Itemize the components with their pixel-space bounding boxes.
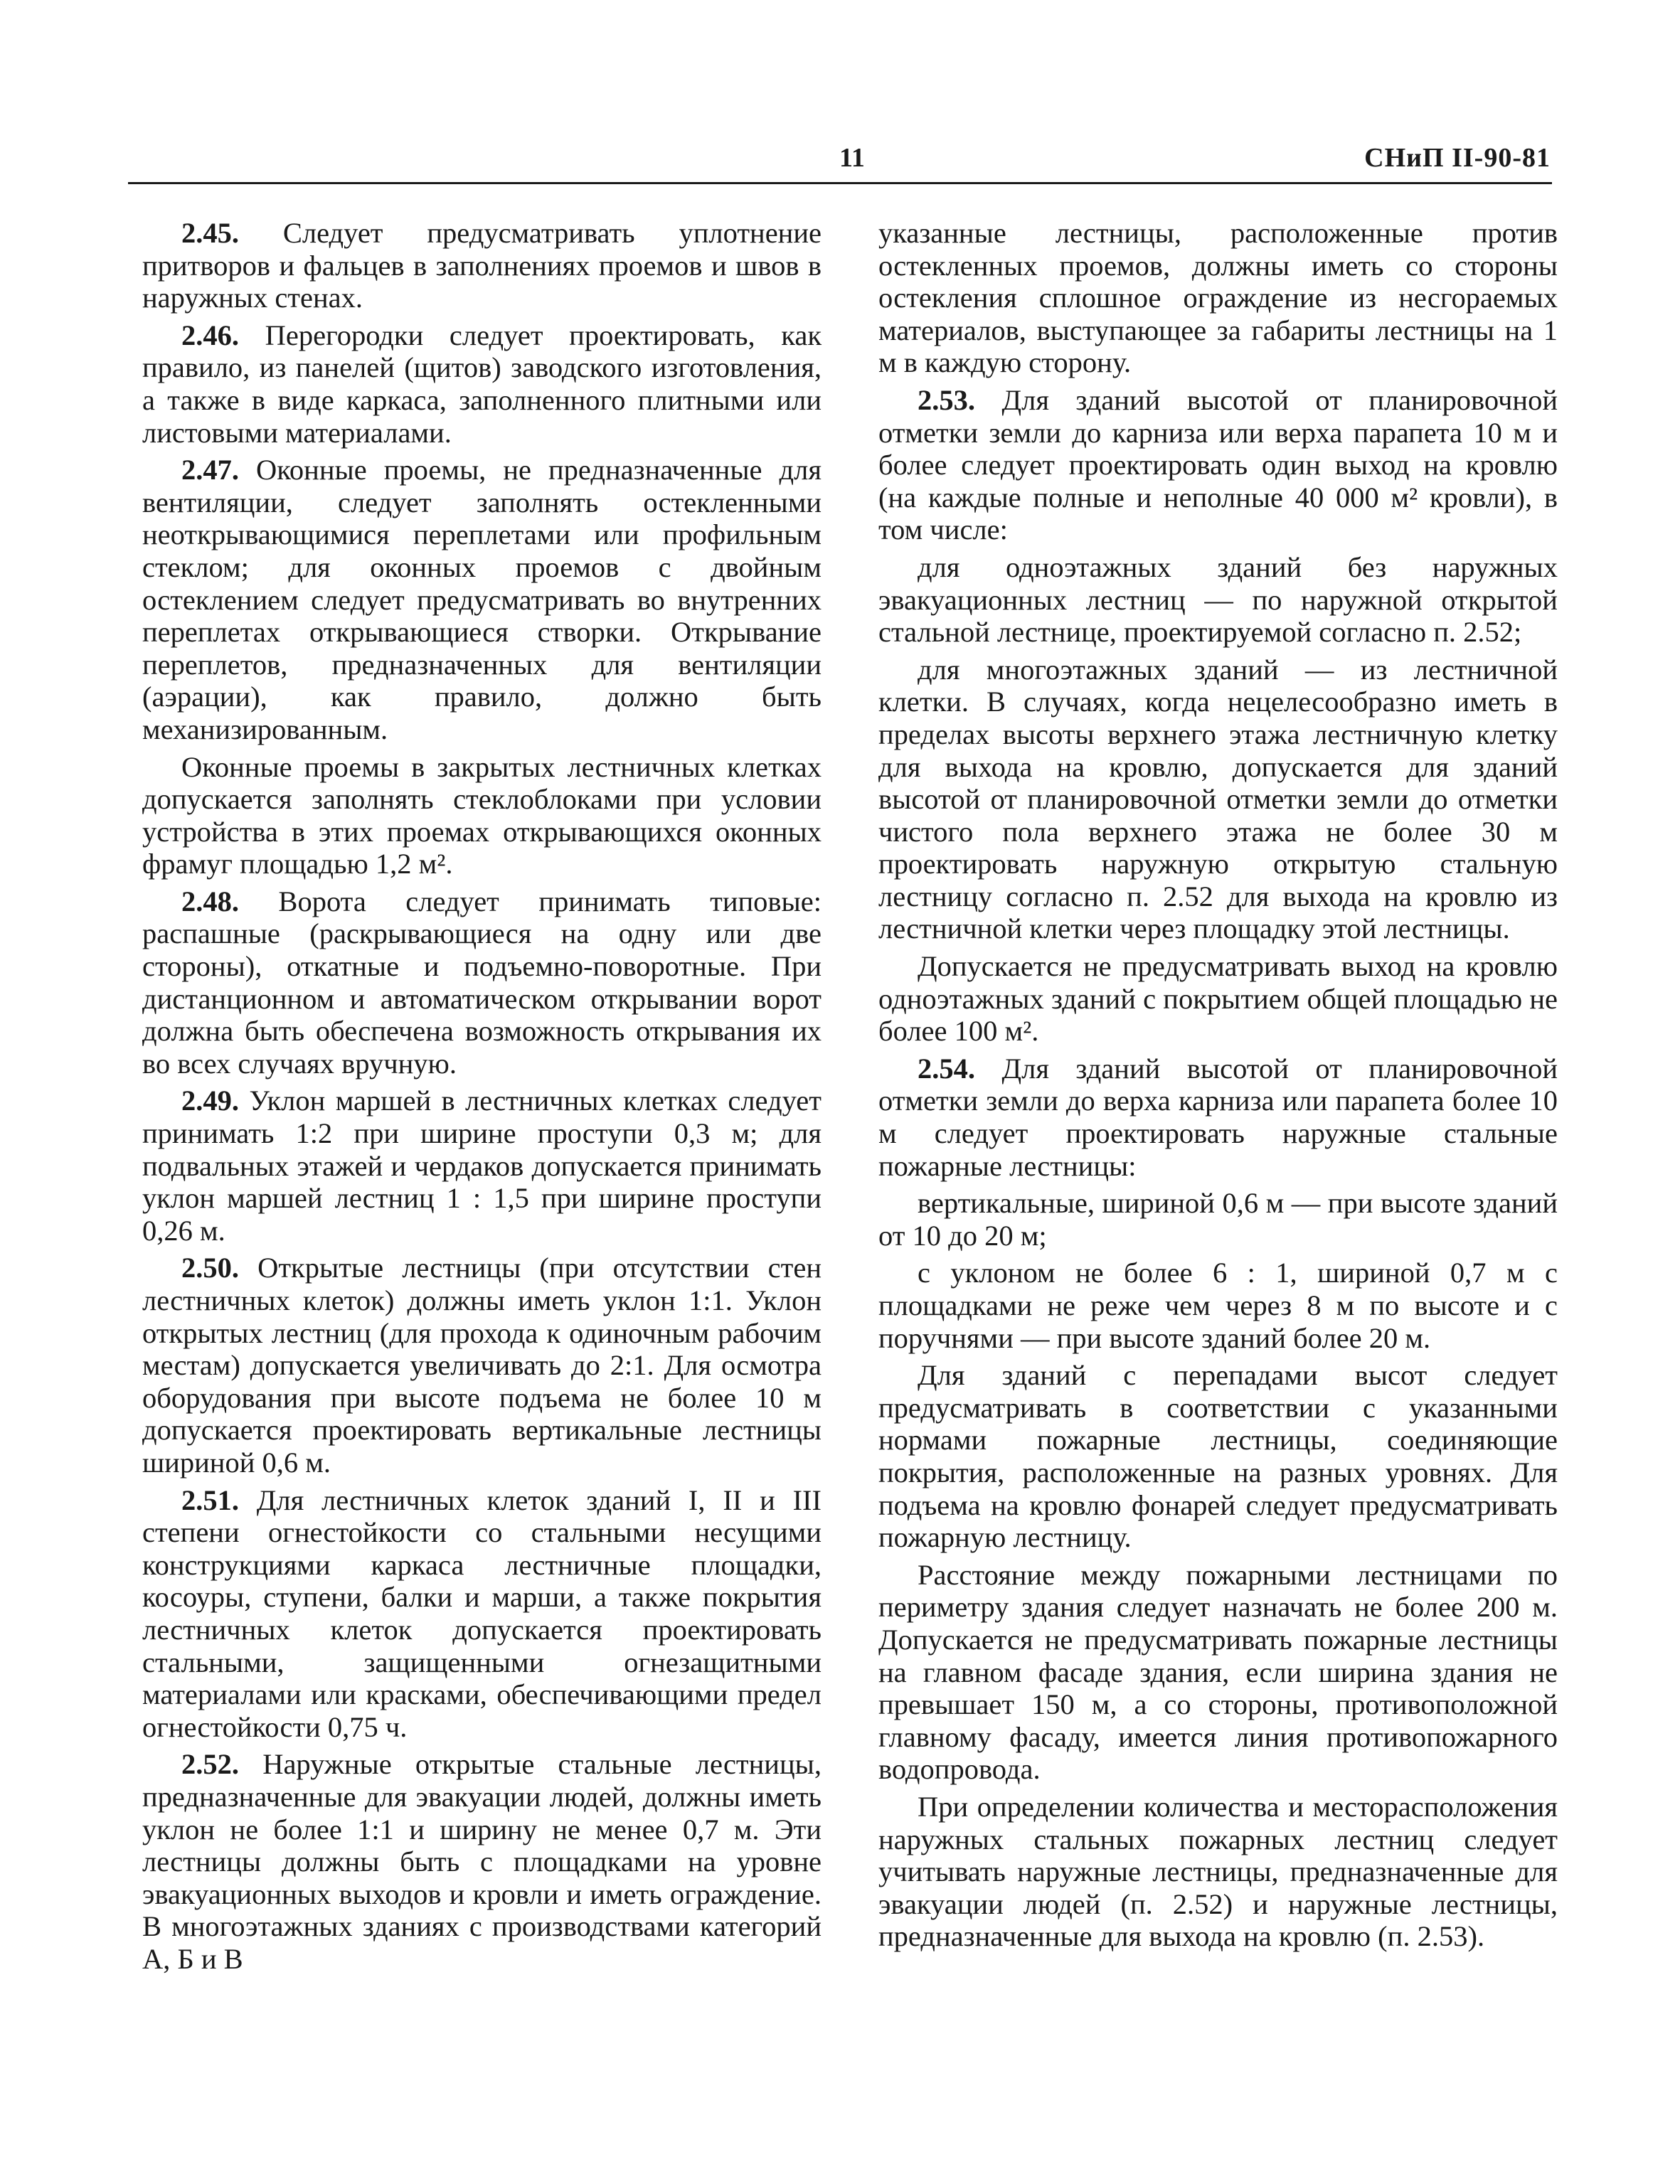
paragraph	[878, 1791, 1558, 1953]
paragraph	[878, 1359, 1558, 1554]
paragraph	[878, 654, 1558, 945]
right-column	[878, 217, 1558, 1958]
clause-number: 2.49.	[181, 1085, 239, 1117]
clause-number: 2.50.	[181, 1252, 239, 1284]
paragraph-text: Для зданий высотой от планировочной отметки земли до верха карниза или парапета более 10 м следует проектировать наружные стальные пожарные лестницы:	[878, 1052, 1558, 1182]
clause-paragraph	[142, 319, 822, 449]
paragraph-text: Наружные открытые стальные лестницы, предназначенные для эвакуации людей, должны иметь уклон не более 1:1 и ширину не менее 0,7 м. Эти лестницы должны быть с площадками на уровне эвакуационных выходов и кровли и иметь ограждение. В многоэтажных зданиях с производствами категорий А, Б и В	[142, 1748, 822, 1975]
paragraph-text: для многоэтажных зданий — из лестничной клетки. В случаях, когда нецелесообразно иметь в пределах высоты верхнего этажа лестничную клетку для выхода на кровлю, допускается для зданий высотой от планировочной отметки земли до отметки чистого пола верхнего этажа не более 30 м проектировать наружную открытую стальную лестницу согласно п. 2.52 для выхода на кровлю из лестничной клетки через площадку этой лестницы.	[878, 653, 1558, 945]
paragraph-text: Для лестничных клеток зданий I, II и III степени огнестойкости со стальными несущими конструкциями каркаса лестничные площадки, косоуры, ступени, балки и марши, а также покрытия лестничных клеток допускается проектировать стальными, защищенными огнезащитными материалами или красками, обеспечивающими предел огнестойкости 0,75 ч.	[142, 1483, 822, 1743]
paragraph	[878, 950, 1558, 1048]
paragraph-text: Для зданий с перепадами высот следует предусматривать в соответствии с указанными нормами пожарные лестницы, соединяющие покрытия, расположенные на разных уровнях. Для подъема на кровлю фонарей следует предусматривать пожарную лестницу.	[878, 1359, 1558, 1554]
paragraph-text: Уклон маршей в лестничных клетках следует принимать 1:2 при ширине проступи 0,3 м; для подвальных этажей и чердаков допускается принимать уклон маршей лестниц 1 : 1,5 при ширине проступи 0,26 м.	[142, 1085, 822, 1247]
paragraph-text: указанные лестницы, расположенные против остекленных проемов, должны иметь со стороны остекления сплошное ограждение из несгораемых материалов, выступающее за габариты лестницы на 1 м в каждую сторону.	[878, 217, 1558, 379]
paragraph-text: для одноэтажных зданий без наружных эвакуационных лестниц — по наружной открытой стальной лестнице, проектируемой согласно п. 2.52;	[878, 550, 1558, 649]
paragraph-text: Расстояние между пожарными лестницами по периметру здания следует назначать не более 200 м. Допускается не предусматривать пожарные лестницы на главном фасаде здания, если ширина здания не превышает 150 м, а со стороны, противоположной главному фасаду, имеется линия противопожарного водопровода.	[878, 1558, 1558, 1786]
paragraph-text: Открытые лестницы (при отсутствии стен лестничных клеток) должны иметь уклон 1:1. Уклон открытых лестниц (для прохода к одиночным рабочим местам) допускается увеличивать до 2:1. Для осмотра оборудования при высоте подъема не более 10 м допускается проектировать вертикальные лестницы шириной 0,6 м.	[142, 1252, 822, 1479]
header-rule	[128, 182, 1552, 184]
clause-number: 2.52.	[181, 1748, 239, 1781]
paragraph-text: Перегородки следует проектировать, как правило, из панелей (щитов) заводского изготовления, а также в виде каркаса, заполненного плитными или листовыми материалами.	[142, 319, 822, 449]
page-header	[128, 142, 1551, 178]
clause-paragraph	[142, 1252, 822, 1479]
paragraph-text: При определении количества и месторасположения наружных стальных пожарных лестниц следует учитывать наружные лестницы, предназначенные для эвакуации людей (п. 2.52) и наружные лестницы, предназначенные для выхода на кровлю (п. 2.53).	[878, 1790, 1558, 1953]
clause-paragraph	[142, 1085, 822, 1247]
clause-number: 2.47.	[181, 454, 239, 486]
clause-number: 2.45.	[181, 217, 239, 249]
paragraph-text: Оконные проемы в закрытых лестничных клетках допускается заполнять стеклоблоками при условии устройства в этих проемах открывающихся оконных фрамуг площадью 1,2 м².	[142, 750, 822, 880]
paragraph-text: с уклоном не более 6 : 1, шириной 0,7 м с площадками не реже чем через 8 м по высоте и с поручнями — при высоте зданий более 20 м.	[878, 1257, 1558, 1354]
clause-paragraph	[142, 885, 822, 1080]
clause-paragraph	[878, 1053, 1558, 1182]
paragraph	[878, 1559, 1558, 1786]
document-code: СНиП II-90-81	[1364, 143, 1551, 173]
clause-paragraph	[142, 1748, 822, 1975]
clause-paragraph	[142, 454, 822, 745]
clause-paragraph	[142, 1484, 822, 1744]
paragraph	[878, 1257, 1558, 1354]
paragraph-text: Оконные проемы, не предназначенные для вентиляции, следует заполнять остекленными неоткрывающимися переплетами или профильным стеклом; для оконных проемов с двойным остеклением следует предусматривать во внутренних переплетах открывающиеся створки. Открывание переплетов, предназначенных для вентиляции (аэрации), как правило, должно быть механизированным.	[142, 454, 822, 745]
clause-number: 2.46.	[181, 319, 239, 351]
clause-number: 2.53.	[918, 383, 975, 416]
paragraph-text: Ворота следует принимать типовые: распашные (раскрывающиеся на одну или две стороны), откатные и подъемно-поворотные. При дистанционном и автоматическом открывании ворот должна быть обеспечена возможность открывания их во всех случаях вручную.	[142, 885, 822, 1080]
clause-number: 2.51.	[181, 1483, 239, 1516]
page-number: 11	[839, 143, 865, 173]
clause-paragraph	[142, 217, 822, 314]
paragraph	[878, 551, 1558, 649]
left-column	[142, 217, 822, 1980]
paragraph-text: Для зданий высотой от планировочной отметки земли до карниза или верха парапета 10 м и более следует проектировать один выход на кровлю (на каждые полные и неполные 40 000 м² кровли), в том числе:	[878, 383, 1558, 546]
paragraph	[878, 217, 1558, 379]
paragraph	[142, 751, 822, 880]
clause-paragraph	[878, 384, 1558, 546]
paragraph-text: Следует предусматривать уплотнение притворов и фальцев в заполнениях проемов и швов в наружных стенах.	[142, 217, 822, 314]
paragraph-text: вертикальные, шириной 0,6 м — при высоте зданий от 10 до 20 м;	[878, 1187, 1558, 1252]
clause-number: 2.48.	[181, 885, 239, 917]
clause-number: 2.54.	[918, 1052, 975, 1085]
paragraph-text: Допускается не предусматривать выход на кровлю одноэтажных зданий с покрытием общей площадью не более 100 м².	[878, 950, 1558, 1048]
paragraph	[878, 1187, 1558, 1252]
